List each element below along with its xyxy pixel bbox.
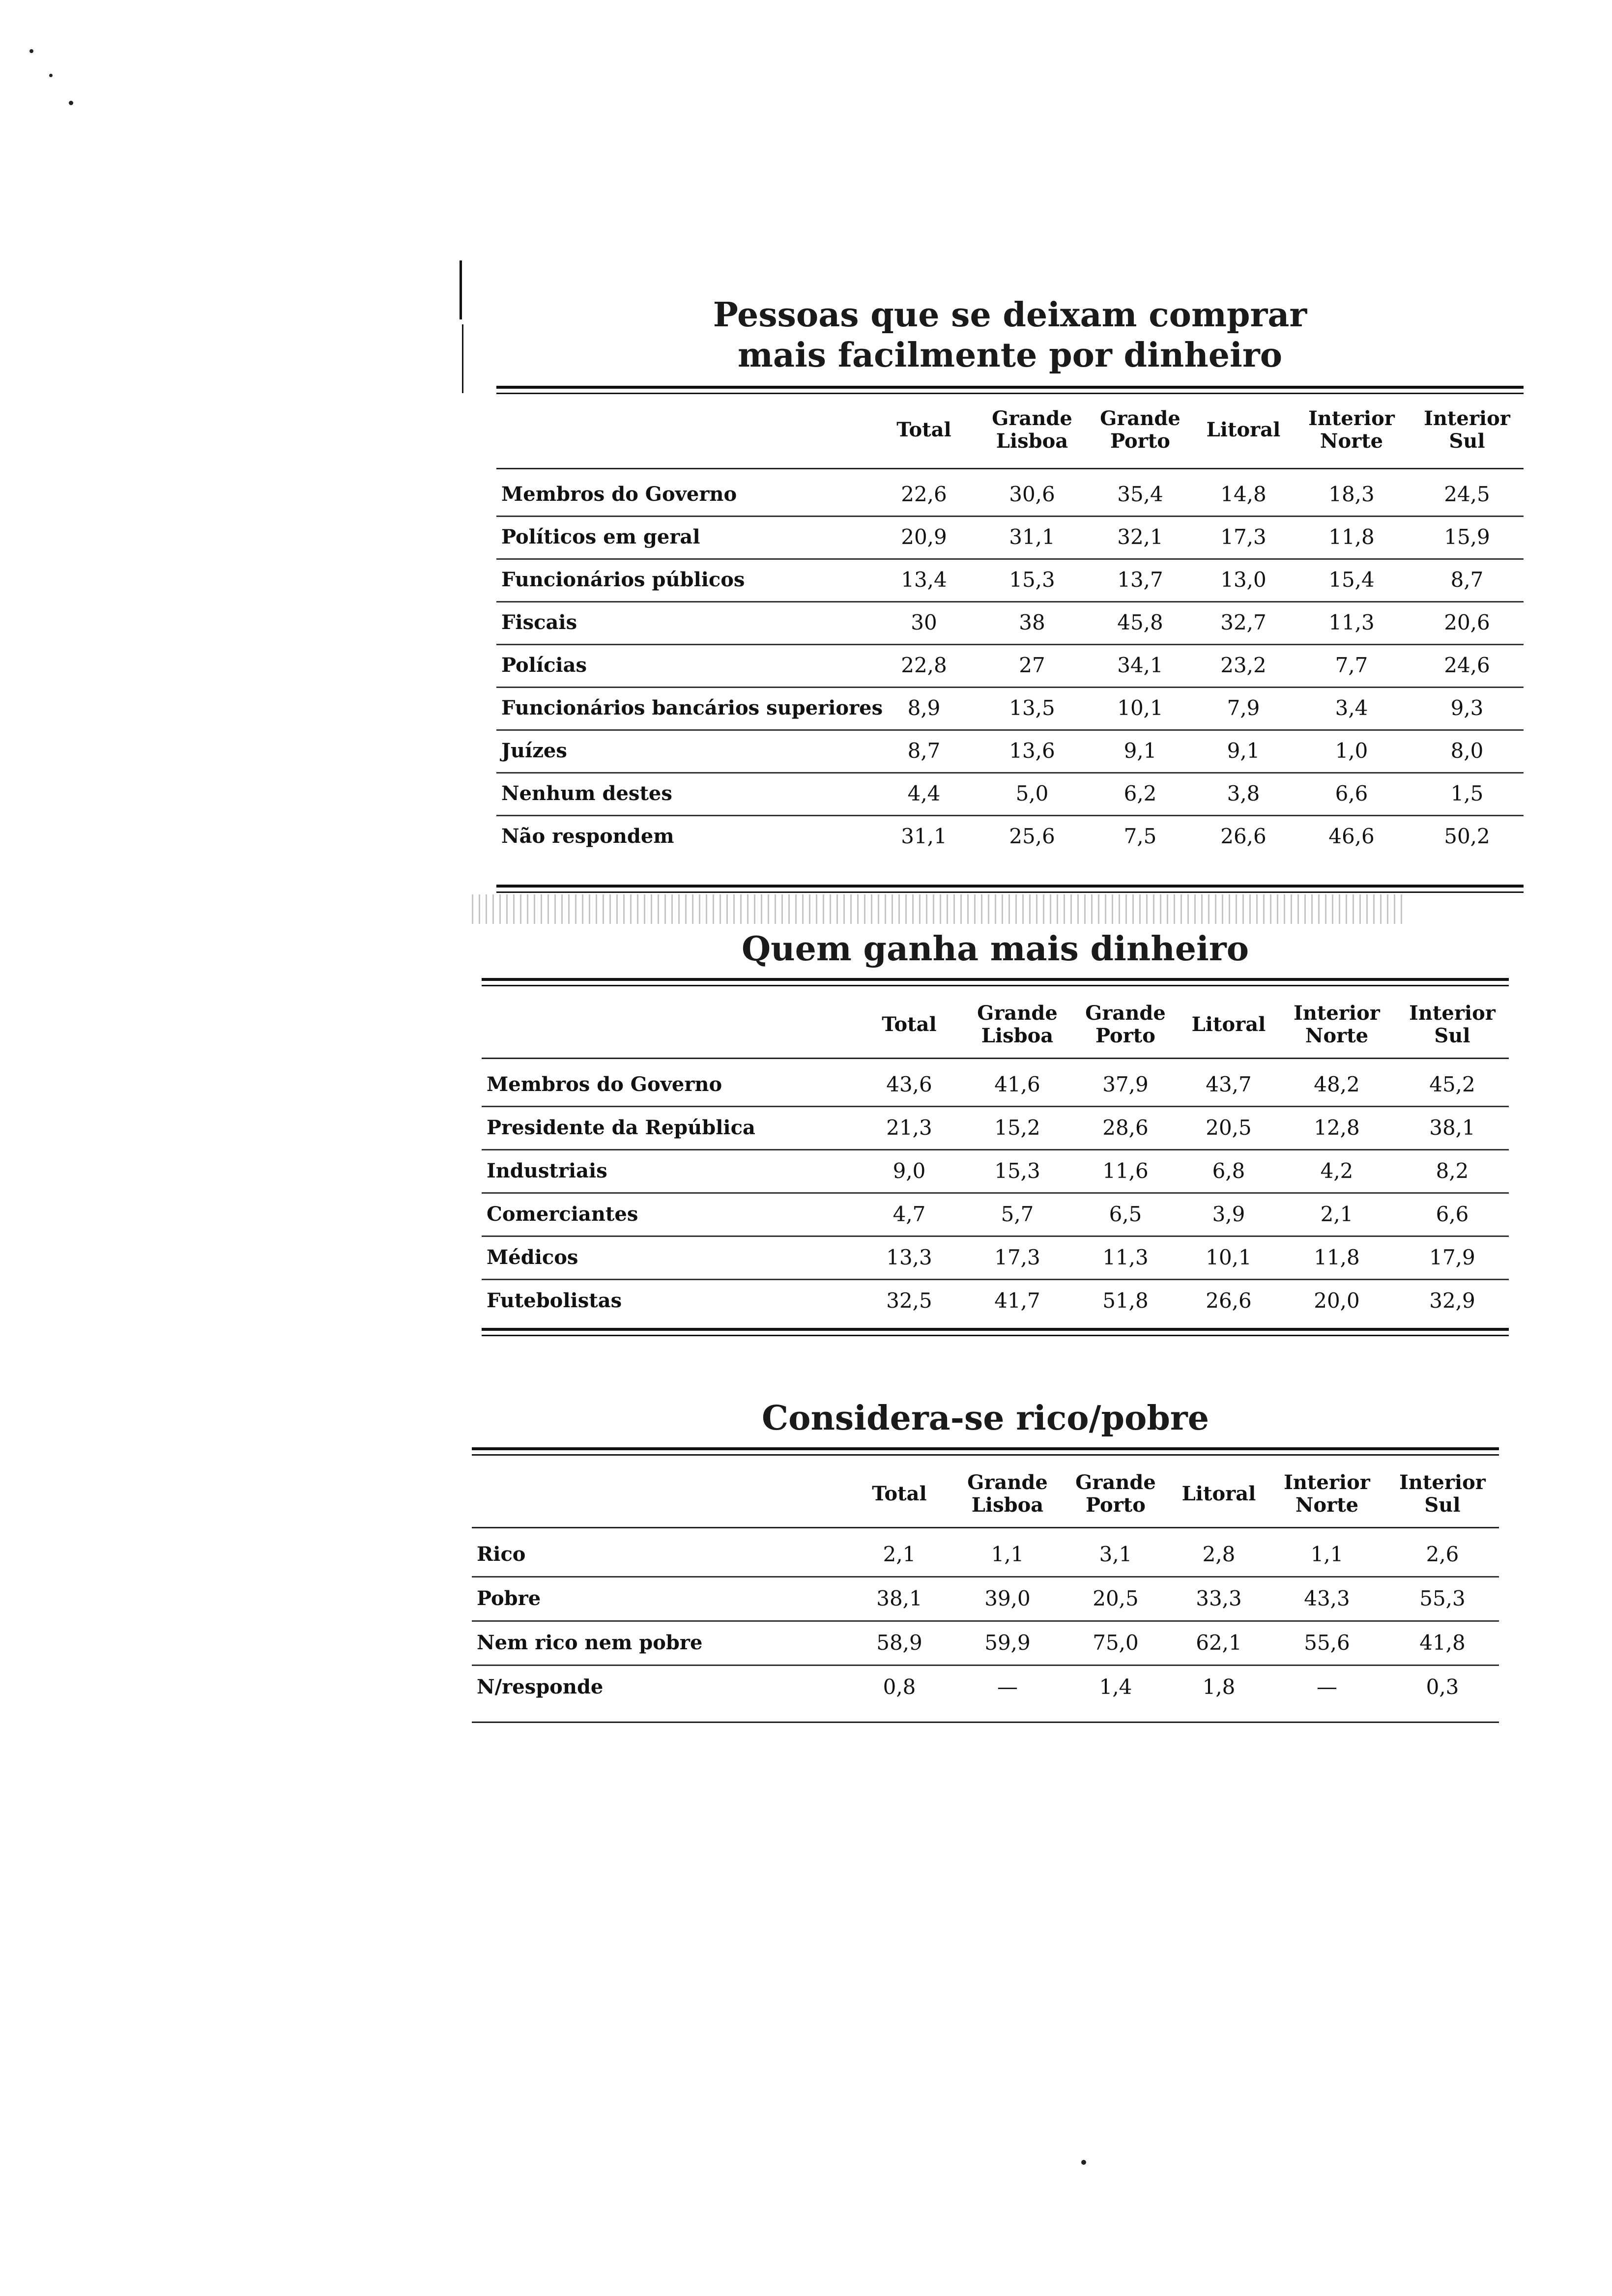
- cell-value: 2,1: [1320, 1202, 1353, 1226]
- cell-value: 11,3: [1328, 610, 1375, 634]
- cell-value: 30,6: [1009, 482, 1055, 506]
- cell-value: 35,4: [1117, 482, 1163, 506]
- table-section-rich-poor: [472, 1398, 1499, 1742]
- cell-value: 7,5: [1123, 824, 1157, 848]
- cell-value: —: [1317, 1674, 1337, 1699]
- header-rule: [482, 1058, 1509, 1059]
- table-row: [472, 1576, 1499, 1622]
- row-label: Comerciantes: [487, 1202, 638, 1226]
- cell-value: 20,6: [1444, 610, 1490, 634]
- cell-value: 8,7: [1450, 568, 1484, 592]
- table-row: [472, 1665, 1499, 1709]
- cell-value: 15,9: [1444, 525, 1490, 549]
- cell-value: 33,3: [1196, 1586, 1242, 1610]
- cell-value: 15,2: [994, 1115, 1040, 1140]
- cell-value: —: [997, 1674, 1018, 1699]
- cell-value: 24,6: [1444, 653, 1490, 677]
- cell-value: 41,8: [1419, 1630, 1466, 1655]
- header-interior-sul: Interior Sul: [1409, 1002, 1496, 1047]
- cell-value: 13,4: [901, 568, 947, 592]
- table-row: [482, 1192, 1509, 1237]
- header-total: Total: [882, 1013, 937, 1036]
- cell-value: 45,8: [1117, 610, 1163, 634]
- cell-value: 18,3: [1328, 482, 1375, 506]
- cell-value: 41,7: [994, 1288, 1040, 1313]
- cell-value: 58,9: [876, 1630, 922, 1655]
- margin-rule: [462, 324, 463, 393]
- cell-value: 34,1: [1117, 653, 1163, 677]
- cell-value: 9,1: [1227, 739, 1260, 763]
- row-label: Membros do Governo: [487, 1072, 722, 1096]
- header-rule: [496, 468, 1524, 469]
- cell-value: 9,0: [892, 1158, 926, 1183]
- cell-value: 46,6: [1328, 824, 1375, 848]
- table-row: [496, 473, 1524, 517]
- header-interior-sul: Interior Sul: [1399, 1471, 1486, 1517]
- header-grande-porto: Grande Porto: [1100, 407, 1180, 453]
- cell-value: 3,1: [1099, 1542, 1132, 1566]
- row-label: Presidente da República: [487, 1116, 755, 1139]
- cell-value: 8,7: [907, 739, 941, 763]
- row-label: Membros do Governo: [501, 483, 737, 506]
- cell-value: 13,5: [1009, 696, 1055, 720]
- cell-value: 3,9: [1212, 1202, 1245, 1226]
- table-bottom-rule: [472, 1722, 1499, 1723]
- header-grande-porto: Grande Porto: [1085, 1002, 1166, 1047]
- row-label: N/responde: [477, 1675, 604, 1698]
- cell-value: 48,2: [1314, 1072, 1360, 1096]
- header-grande-porto: Grande Porto: [1075, 1471, 1156, 1517]
- cell-value: 1,0: [1335, 739, 1368, 763]
- header-interior-norte: Interior Norte: [1284, 1471, 1370, 1517]
- cell-value: 32,1: [1117, 525, 1163, 549]
- cell-value: 8,0: [1450, 739, 1484, 763]
- cell-value: 3,8: [1227, 781, 1260, 805]
- table-row: [472, 1532, 1499, 1578]
- scan-speck: [69, 101, 73, 105]
- row-label: Juízes: [501, 739, 567, 762]
- cell-value: 31,1: [901, 824, 947, 848]
- cell-value: 32,9: [1429, 1288, 1475, 1313]
- scan-noise: [472, 894, 1406, 924]
- scan-speck: [1081, 2160, 1086, 2165]
- cell-value: 32,7: [1220, 610, 1267, 634]
- cell-value: 2,1: [883, 1542, 916, 1566]
- table-row: [496, 558, 1524, 603]
- table-row: [496, 729, 1524, 774]
- table-title-line: Quem ganha mais dinheiro: [741, 929, 1249, 969]
- cell-value: 20,5: [1093, 1586, 1139, 1610]
- cell-value: 13,7: [1117, 568, 1163, 592]
- cell-value: 1,1: [1310, 1542, 1344, 1566]
- cell-value: 50,2: [1444, 824, 1490, 848]
- cell-value: 7,7: [1335, 653, 1368, 677]
- table-row: [496, 516, 1524, 560]
- cell-value: 9,1: [1123, 739, 1157, 763]
- cell-value: 22,8: [901, 653, 947, 677]
- cell-value: 8,2: [1436, 1158, 1469, 1183]
- table-row: [496, 815, 1524, 858]
- cell-value: 10,1: [1117, 696, 1163, 720]
- cell-value: 23,2: [1220, 653, 1267, 677]
- cell-value: 27: [1019, 653, 1045, 677]
- table-top-rule: [496, 386, 1524, 389]
- cell-value: 75,0: [1093, 1630, 1139, 1655]
- cell-value: 4,4: [907, 781, 941, 805]
- cell-value: 51,8: [1102, 1288, 1149, 1313]
- cell-value: 38,1: [876, 1586, 922, 1610]
- cell-value: 14,8: [1220, 482, 1267, 506]
- header-litoral: Litoral: [1206, 418, 1281, 441]
- header-grande-lisboa: Grande Lisboa: [977, 1002, 1058, 1047]
- table-row: [496, 601, 1524, 645]
- cell-value: 6,2: [1123, 781, 1157, 805]
- header-grande-lisboa: Grande Lisboa: [992, 407, 1072, 453]
- cell-value: 22,6: [901, 482, 947, 506]
- table-header: [482, 998, 1509, 1052]
- cell-value: 11,3: [1102, 1245, 1149, 1269]
- header-interior-norte: Interior Norte: [1308, 407, 1395, 453]
- cell-value: 1,1: [991, 1542, 1024, 1566]
- table-top-rule: [482, 978, 1509, 981]
- cell-value: 62,1: [1196, 1630, 1242, 1655]
- header-litoral: Litoral: [1181, 1482, 1256, 1505]
- row-label: Pobre: [477, 1586, 541, 1610]
- table-row: [496, 644, 1524, 688]
- row-label: Nenhum destes: [501, 782, 672, 805]
- table-header: [496, 401, 1524, 459]
- cell-value: 30: [911, 610, 937, 634]
- cell-value: 21,3: [886, 1115, 932, 1140]
- cell-value: 6,8: [1212, 1158, 1245, 1183]
- cell-value: 26,6: [1220, 824, 1267, 848]
- cell-value: 12,8: [1314, 1115, 1360, 1140]
- table-title-line: Considera-se rico/pobre: [762, 1399, 1209, 1438]
- cell-value: 38,1: [1429, 1115, 1475, 1140]
- cell-value: 1,5: [1450, 781, 1484, 805]
- header-interior-sul: Interior Sul: [1424, 407, 1510, 453]
- row-label: Industriais: [487, 1159, 607, 1182]
- row-label: Nem rico nem pobre: [477, 1631, 703, 1654]
- table-row: [496, 687, 1524, 731]
- cell-value: 43,6: [886, 1072, 932, 1096]
- table-title-line: mais facilmente por dinheiro: [737, 336, 1283, 375]
- header-grande-lisboa: Grande Lisboa: [967, 1471, 1048, 1517]
- table-row: [482, 1279, 1509, 1322]
- cell-value: 8,9: [907, 696, 941, 720]
- cell-value: 5,0: [1015, 781, 1049, 805]
- cell-value: 2,8: [1202, 1542, 1236, 1566]
- header-rule: [472, 1527, 1499, 1528]
- cell-value: 4,2: [1320, 1158, 1353, 1183]
- cell-value: 38: [1019, 610, 1045, 634]
- cell-value: 7,9: [1227, 696, 1260, 720]
- row-label: Funcionários bancários superiores: [501, 696, 883, 719]
- cell-value: 1,8: [1202, 1674, 1236, 1699]
- cell-value: 13,6: [1009, 739, 1055, 763]
- table-row: [472, 1620, 1499, 1666]
- table-section-earnings: [482, 929, 1509, 1342]
- scan-speck: [29, 49, 33, 53]
- cell-value: 6,5: [1109, 1202, 1142, 1226]
- cell-value: 32,5: [886, 1288, 932, 1313]
- table-title: [482, 929, 1509, 969]
- row-label: Futebolistas: [487, 1289, 622, 1312]
- table-row: [482, 1149, 1509, 1194]
- cell-value: 39,0: [984, 1586, 1031, 1610]
- table-row: [482, 1235, 1509, 1280]
- cell-value: 43,7: [1206, 1072, 1252, 1096]
- table-top-rule: [472, 1447, 1499, 1450]
- cell-value: 3,4: [1335, 696, 1368, 720]
- cell-value: 13,3: [886, 1245, 932, 1269]
- cell-value: 5,7: [1001, 1202, 1034, 1226]
- margin-rule: [460, 260, 462, 319]
- cell-value: 43,3: [1304, 1586, 1350, 1610]
- cell-value: 20,0: [1314, 1288, 1360, 1313]
- cell-value: 15,3: [994, 1158, 1040, 1183]
- row-label: Fiscais: [501, 611, 577, 634]
- cell-value: 59,9: [984, 1630, 1031, 1655]
- cell-value: 25,6: [1009, 824, 1055, 848]
- row-label: Políticos em geral: [501, 525, 700, 548]
- cell-value: 6,6: [1335, 781, 1368, 805]
- table-section-bribery: [496, 290, 1524, 890]
- table-row: [496, 772, 1524, 816]
- header-interior-norte: Interior Norte: [1294, 1002, 1380, 1047]
- cell-value: 11,8: [1328, 525, 1375, 549]
- cell-value: 2,6: [1426, 1542, 1459, 1566]
- cell-value: 15,4: [1328, 568, 1375, 592]
- cell-value: 55,6: [1304, 1630, 1350, 1655]
- cell-value: 37,9: [1102, 1072, 1149, 1096]
- cell-value: 17,3: [1220, 525, 1267, 549]
- cell-value: 26,6: [1206, 1288, 1252, 1313]
- cell-value: 17,9: [1429, 1245, 1475, 1269]
- row-label: Funcionários públicos: [501, 568, 745, 591]
- table-title: [472, 1398, 1499, 1438]
- table-row: [482, 1062, 1509, 1107]
- cell-value: 11,6: [1102, 1158, 1149, 1183]
- cell-value: 4,7: [892, 1202, 926, 1226]
- row-label: Não respondem: [501, 825, 674, 848]
- cell-value: 45,2: [1429, 1072, 1475, 1096]
- row-label: Rico: [477, 1542, 526, 1566]
- cell-value: 0,8: [883, 1674, 916, 1699]
- cell-value: 24,5: [1444, 482, 1490, 506]
- cell-value: 1,4: [1099, 1674, 1132, 1699]
- cell-value: 20,5: [1206, 1115, 1252, 1140]
- header-total: Total: [872, 1482, 927, 1505]
- cell-value: 15,3: [1009, 568, 1055, 592]
- row-label: Médicos: [487, 1245, 578, 1269]
- row-label: Polícias: [501, 654, 587, 677]
- cell-value: 20,9: [901, 525, 947, 549]
- cell-value: 31,1: [1009, 525, 1055, 549]
- cell-value: 11,8: [1314, 1245, 1360, 1269]
- cell-value: 13,0: [1220, 568, 1267, 592]
- cell-value: 55,3: [1419, 1586, 1466, 1610]
- cell-value: 6,6: [1436, 1202, 1469, 1226]
- cell-value: 10,1: [1206, 1245, 1252, 1269]
- table-bottom-rule: [482, 1328, 1509, 1331]
- table-row: [482, 1106, 1509, 1150]
- table-header: [472, 1467, 1499, 1521]
- table-title-line: Pessoas que se deixam comprar: [713, 295, 1307, 335]
- cell-value: 0,3: [1426, 1674, 1459, 1699]
- table-bottom-rule: [496, 885, 1524, 888]
- header-litoral: Litoral: [1191, 1013, 1266, 1036]
- cell-value: 9,3: [1450, 696, 1484, 720]
- cell-value: 17,3: [994, 1245, 1040, 1269]
- header-total: Total: [896, 418, 951, 441]
- cell-value: 41,6: [994, 1072, 1040, 1096]
- table-title: [496, 295, 1524, 375]
- cell-value: 28,6: [1102, 1115, 1149, 1140]
- scan-speck: [49, 74, 53, 77]
